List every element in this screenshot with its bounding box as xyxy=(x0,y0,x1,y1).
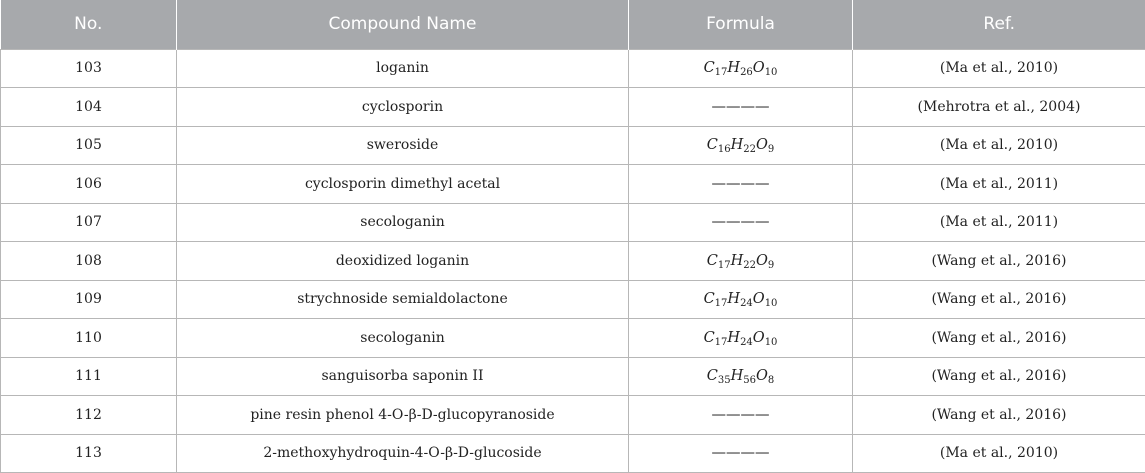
formula-element: C xyxy=(704,60,715,76)
table-row xyxy=(1,280,1145,319)
formula-subscript: 16 xyxy=(718,144,731,155)
table-row xyxy=(1,49,1145,88)
formula-subscript: 17 xyxy=(715,337,728,348)
cell-formula xyxy=(629,357,853,396)
formula-element: O xyxy=(753,291,765,307)
cell-formula: ———— xyxy=(629,396,853,435)
cell-ref: (Wang et al., 2016) xyxy=(853,396,1145,435)
formula-subscript: 9 xyxy=(768,260,774,271)
header-ref: Ref. xyxy=(853,0,1145,49)
cell-ref: (Ma et al., 2010) xyxy=(853,49,1145,88)
formula-element: O xyxy=(753,330,765,346)
cell-formula xyxy=(629,126,853,165)
cell-compound-name: loganin xyxy=(177,49,629,88)
cell-compound-name: sanguisorba saponin II xyxy=(177,357,629,396)
cell-ref: (Ma et al., 2011) xyxy=(853,203,1145,242)
cell-no: 104 xyxy=(1,88,177,127)
formula-element: C xyxy=(704,330,715,346)
cell-compound-name: secologanin xyxy=(177,319,629,358)
formula-element: H xyxy=(727,330,740,346)
formula-element: H xyxy=(731,368,744,384)
formula-element: O xyxy=(753,60,765,76)
formula-element: O xyxy=(756,137,768,153)
formula-element: C xyxy=(707,137,718,153)
formula-subscript: 26 xyxy=(740,67,753,78)
formula-subscript: 56 xyxy=(743,375,756,386)
cell-no: 106 xyxy=(1,165,177,204)
table-row xyxy=(1,126,1145,165)
formula-subscript: 17 xyxy=(715,67,728,78)
cell-formula xyxy=(629,49,853,88)
cell-ref: (Wang et al., 2016) xyxy=(853,280,1145,319)
header-compound-name: Compound Name xyxy=(177,0,629,49)
cell-compound-name: cyclosporin xyxy=(177,88,629,127)
cell-ref: (Wang et al., 2016) xyxy=(853,357,1145,396)
cell-compound-name: 2-methoxyhydroquin-4-O-β-D-glucoside xyxy=(177,434,629,473)
formula-subscript: 10 xyxy=(765,67,778,78)
cell-no: 113 xyxy=(1,434,177,473)
cell-ref: (Ma et al., 2010) xyxy=(853,434,1145,473)
header-row xyxy=(1,0,1145,49)
cell-formula: ———— xyxy=(629,165,853,204)
formula-element: H xyxy=(727,60,740,76)
cell-no: 110 xyxy=(1,319,177,358)
formula-element: O xyxy=(756,368,768,384)
table-row xyxy=(1,203,1145,242)
formula-subscript: 24 xyxy=(740,337,753,348)
formula-subscript: 10 xyxy=(765,337,778,348)
formula-element: H xyxy=(731,253,744,269)
table-row xyxy=(1,242,1145,281)
formula-element: H xyxy=(727,291,740,307)
table-row xyxy=(1,396,1145,435)
cell-compound-name: strychnoside semialdolactone xyxy=(177,280,629,319)
cell-no: 108 xyxy=(1,242,177,281)
cell-compound-name: cyclosporin dimethyl acetal xyxy=(177,165,629,204)
cell-ref: (Ma et al., 2010) xyxy=(853,126,1145,165)
cell-no: 103 xyxy=(1,49,177,88)
cell-no: 107 xyxy=(1,203,177,242)
cell-ref: (Mehrotra et al., 2004) xyxy=(853,88,1145,127)
formula-subscript: 35 xyxy=(718,375,731,386)
cell-formula xyxy=(629,280,853,319)
formula-subscript: 22 xyxy=(743,260,756,271)
cell-no: 111 xyxy=(1,357,177,396)
header-no: No. xyxy=(1,0,177,49)
formula-subscript: 10 xyxy=(765,298,778,309)
table-body xyxy=(1,49,1145,473)
formula-element: C xyxy=(707,368,718,384)
formula-subscript: 24 xyxy=(740,298,753,309)
cell-compound-name: secologanin xyxy=(177,203,629,242)
cell-no: 112 xyxy=(1,396,177,435)
table-row xyxy=(1,88,1145,127)
formula-subscript: 22 xyxy=(743,144,756,155)
formula-subscript: 9 xyxy=(768,144,774,155)
cell-no: 109 xyxy=(1,280,177,319)
cell-ref: (Wang et al., 2016) xyxy=(853,319,1145,358)
cell-compound-name: sweroside xyxy=(177,126,629,165)
formula-element: C xyxy=(704,291,715,307)
cell-ref: (Ma et al., 2011) xyxy=(853,165,1145,204)
cell-ref: (Wang et al., 2016) xyxy=(853,242,1145,281)
formula-element: H xyxy=(731,137,744,153)
cell-no: 105 xyxy=(1,126,177,165)
table-row xyxy=(1,357,1145,396)
formula-element: C xyxy=(707,253,718,269)
table-row xyxy=(1,165,1145,204)
table-header xyxy=(1,0,1145,49)
formula-subscript: 8 xyxy=(768,375,774,386)
cell-formula: ———— xyxy=(629,434,853,473)
formula-subscript: 17 xyxy=(718,260,731,271)
cell-compound-name: deoxidized loganin xyxy=(177,242,629,281)
formula-subscript: 17 xyxy=(715,298,728,309)
cell-formula xyxy=(629,319,853,358)
table-row xyxy=(1,434,1145,473)
cell-formula: ———— xyxy=(629,88,853,127)
table-row xyxy=(1,319,1145,358)
header-formula: Formula xyxy=(629,0,853,49)
cell-compound-name: pine resin phenol 4-O-β-D-glucopyranoside xyxy=(177,396,629,435)
formula-element: O xyxy=(756,253,768,269)
cell-formula xyxy=(629,242,853,281)
cell-formula: ———— xyxy=(629,203,853,242)
